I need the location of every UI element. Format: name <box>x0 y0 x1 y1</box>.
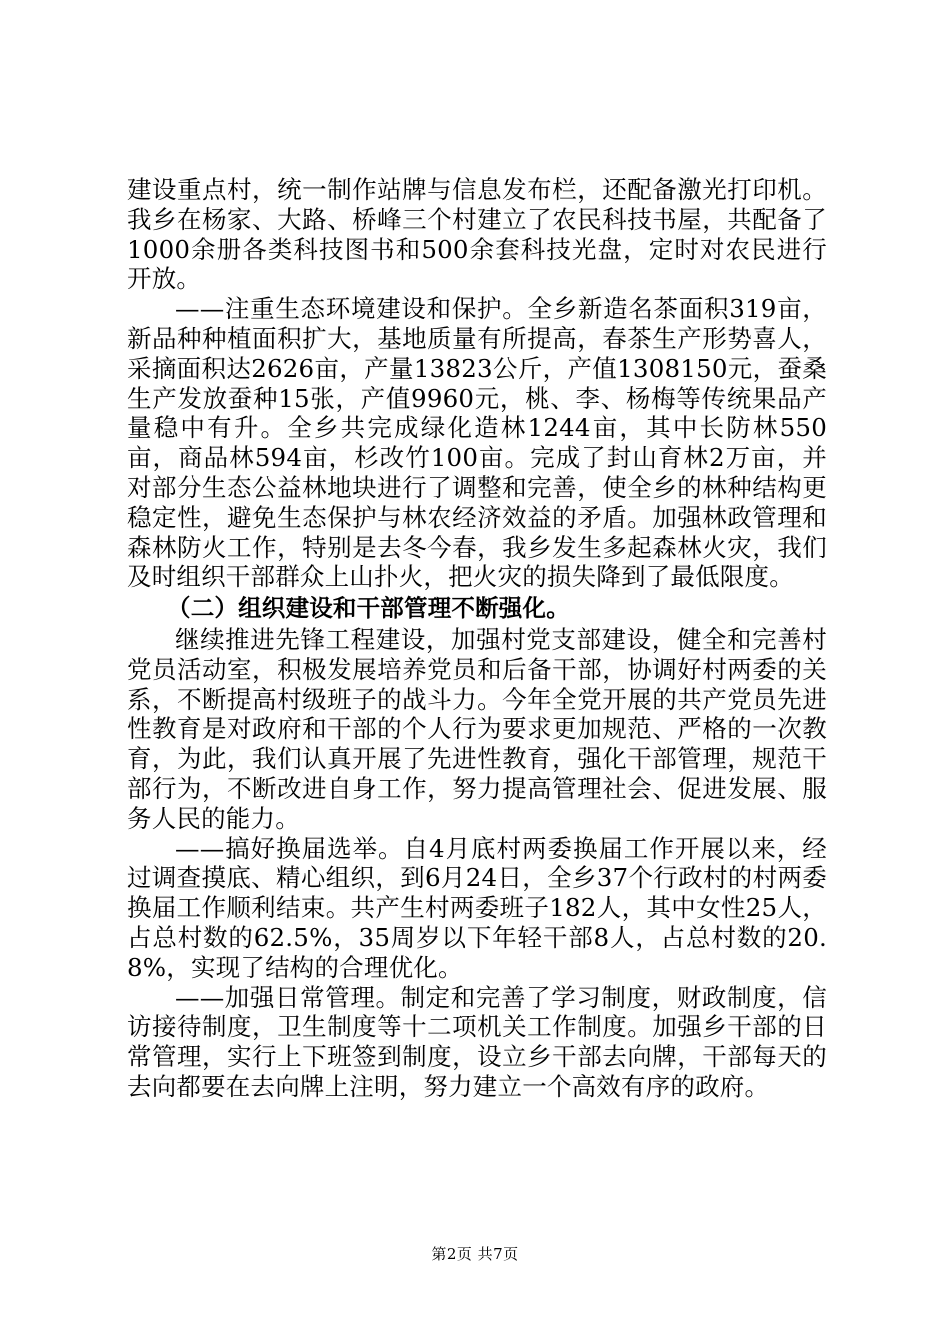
page-footer: 第2页 共7页 <box>431 1245 519 1263</box>
paragraph-organization: 继续推进先锋工程建设，加强村党支部建设，健全和完善村党员活动室，积极发展培养党员和后备干部，协调好村两委的关系，不断提高村级班子的战斗力。今年全党开展的共产党员先进性教育是对政府和干部的个人行为要求更加规范、严格的一次教育，为此，我们认真开展了先进性教育，强化干部管理，规范干部行为，不断改进自身工作，努力提高管理社会、促进发展、服务人民的能力。 <box>127 624 827 833</box>
section-heading: （二）组织建设和干部管理不断强化。 <box>167 594 570 623</box>
paragraph-tech-bookstore: 建设重点村，统一制作站牌与信息发布栏，还配备激光打印机。我乡在杨家、大路、桥峰三个村建立了农民科技书屋，共配备了1000余册各类科技图书和500余套科技光盘，定时对农民进行开放。 <box>127 175 827 294</box>
paragraph-ecology: ——注重生态环境建设和保护。全乡新造名茶面积319亩，新品种种植面积扩大，基地质量有所提高，春茶生产形势喜人，采摘面积达2626亩，产量13823公斤，产值1308150元，蚕桑生产发放蚕种15张，产值9960元，桃、李、杨梅等传统果品产量稳中有升。全乡共完成绿化造林1244亩，其中长防林550亩，商品林594亩，杉改竹100亩。完成了封山育林2万亩，并对部分生态公益林地块进行了调整和完善，使全乡的林种结构更稳定性，避免生态保护与林农经济效益的矛盾。加强林政管理和森林防火工作，特别是去冬今春，我乡发生多起森林火灾，我们及时组织干部群众上山扑火，把火灾的损失降到了最低限度。 <box>127 294 827 592</box>
document-body <box>127 175 827 1102</box>
paragraph-daily-management: ——加强日常管理。制定和完善了学习制度，财政制度，信访接待制度，卫生制度等十二项机关工作制度。加强乡干部的日常管理，实行上下班签到制度，设立乡干部去向牌，干部每天的去向都要在去向牌上注明，努力建立一个高效有序的政府。 <box>127 982 827 1101</box>
paragraph-election: ——搞好换届选举。自4月底村两委换届工作开展以来，经过调查摸底、精心组织，到6月24日，全乡37个行政村的村两委换届工作顺利结束。共产生村两委班子182人，其中女性25人，占总村数的62.5%，35周岁以下年轻干部8人，占总村数的20.8%，实现了结构的合理优化。 <box>127 833 827 982</box>
